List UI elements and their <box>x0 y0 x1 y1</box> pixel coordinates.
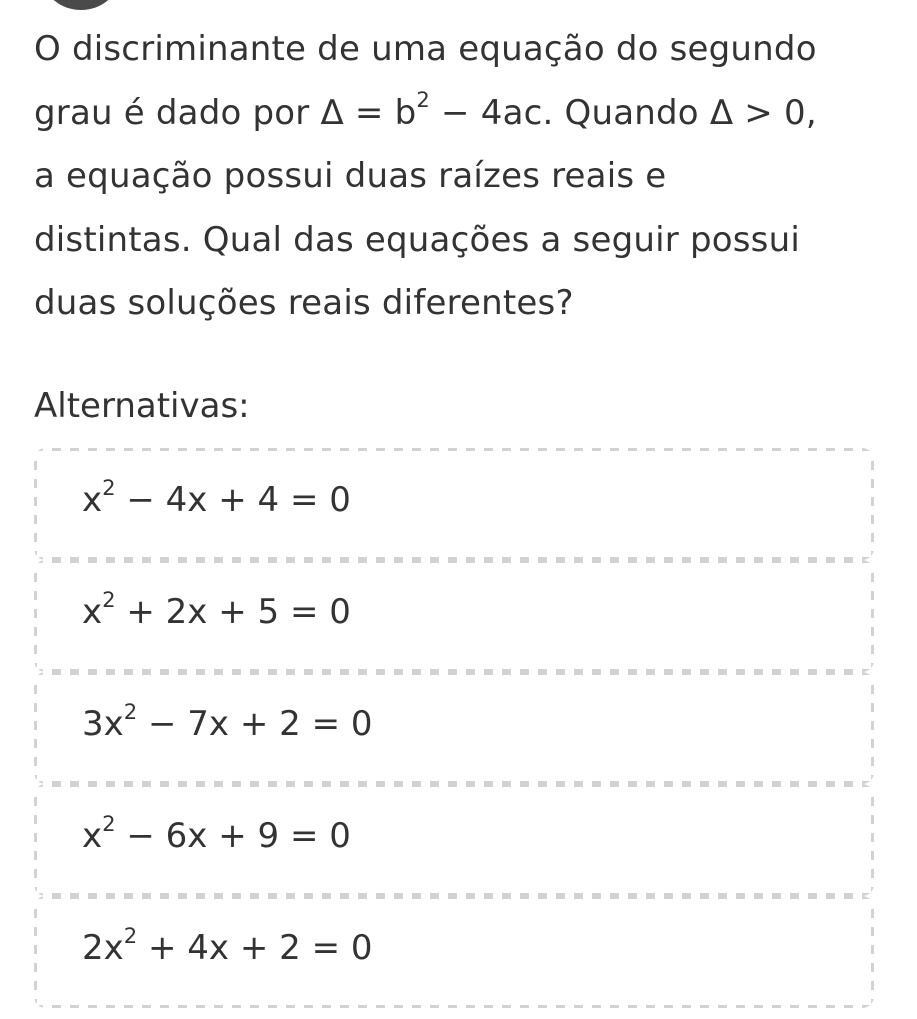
options-list <box>34 448 874 1008</box>
option-c[interactable] <box>34 672 874 784</box>
option-rest: − 6x + 9 = 0 <box>115 816 351 856</box>
discriminant-formula <box>320 87 543 133</box>
option-exponent: 2 <box>102 474 116 500</box>
option-exponent: 2 <box>123 698 138 724</box>
formula-delta: Δ = b <box>320 92 417 133</box>
formula-rest: − 4ac <box>430 92 543 133</box>
option-d[interactable] <box>34 784 874 896</box>
option-base: x <box>103 928 124 968</box>
question-text <box>34 18 894 336</box>
question-line-2-suffix: , <box>805 92 817 133</box>
option-rest: − 7x + 2 = 0 <box>137 704 373 744</box>
option-coef: 3 <box>82 704 104 744</box>
question-line-1: O discriminante de uma equação do segundo <box>34 29 817 69</box>
question-line-2 <box>34 82 894 146</box>
option-d-equation <box>82 810 351 862</box>
question-line-4: distintas. Qual das equações a seguir possui <box>34 219 800 260</box>
avatar <box>44 0 118 10</box>
option-coef: 2 <box>82 928 104 968</box>
formula-exponent: 2 <box>416 87 431 113</box>
option-exponent: 2 <box>123 922 138 948</box>
option-base: x <box>103 704 124 744</box>
question-line-3: a equação possui duas raízes reais e <box>34 156 667 196</box>
option-rest: + 2x + 5 = 0 <box>115 592 351 632</box>
option-e[interactable] <box>34 896 874 1008</box>
option-a-equation <box>82 474 351 526</box>
option-exponent: 2 <box>102 586 116 612</box>
option-rest: − 4x + 4 = 0 <box>115 480 351 520</box>
option-c-equation <box>82 698 373 750</box>
delta-condition: Δ > 0 <box>709 92 806 133</box>
option-a[interactable] <box>34 448 874 560</box>
option-rest: + 4x + 2 = 0 <box>137 928 373 968</box>
alternatives-label: Alternativas: <box>34 386 250 426</box>
question-line-2-middle: . Quando <box>542 92 710 133</box>
option-base: x <box>82 816 103 856</box>
option-exponent: 2 <box>102 810 116 836</box>
question-line-2-prefix: grau é dado por <box>34 92 321 133</box>
option-b-equation <box>82 586 351 638</box>
option-base: x <box>82 592 103 632</box>
option-base: x <box>82 480 103 520</box>
option-e-equation <box>82 922 373 974</box>
option-b[interactable] <box>34 560 874 672</box>
question-line-5: duas soluções reais diferentes? <box>34 283 574 323</box>
